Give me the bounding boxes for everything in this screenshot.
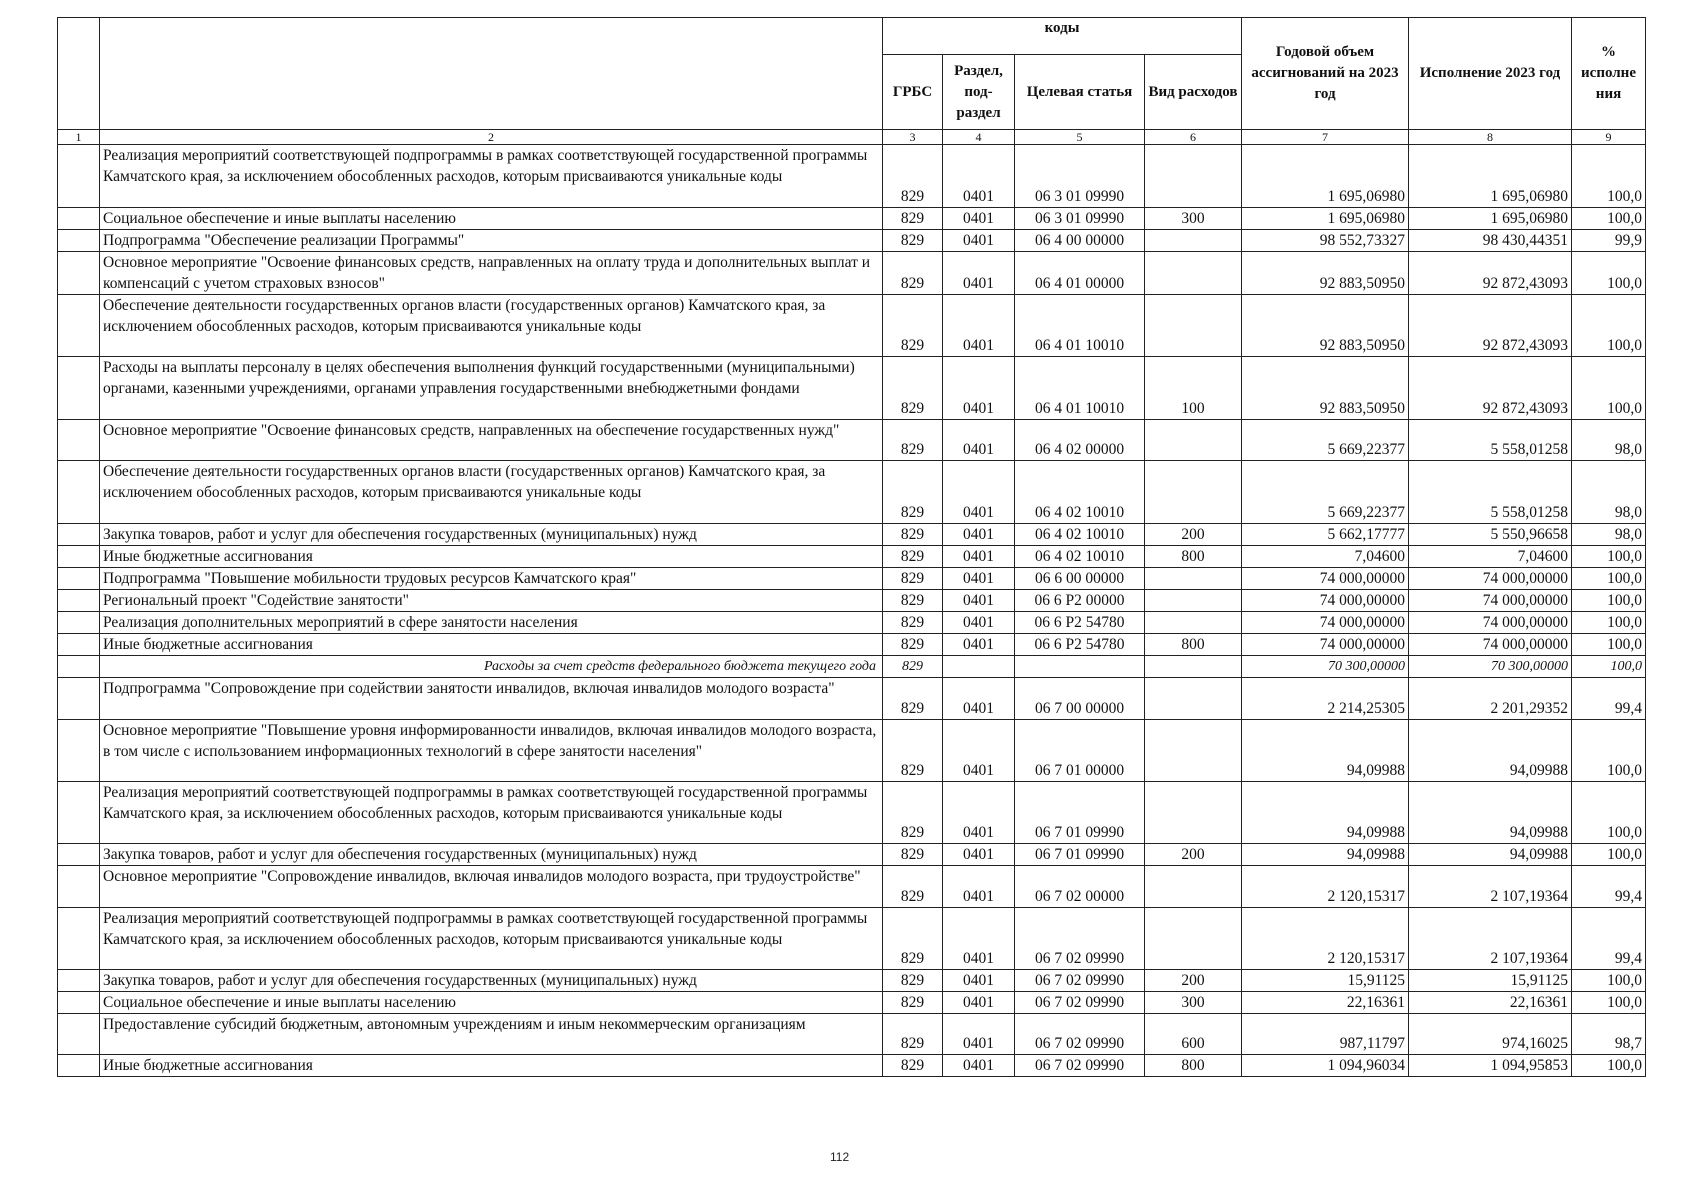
- table-row: [58, 908, 1646, 970]
- row-celevaya: 06 4 02 10010: [1015, 546, 1145, 568]
- row-procent: 98,0: [1572, 461, 1646, 524]
- row-grbs: 829: [883, 844, 943, 866]
- row-procent: 100,0: [1572, 656, 1646, 678]
- row-vid: [1145, 908, 1242, 970]
- row-procent: 100,0: [1572, 782, 1646, 844]
- table-row: [58, 208, 1646, 230]
- row-grbs: 829: [883, 524, 943, 546]
- row-razdel: 0401: [943, 546, 1015, 568]
- row-godovoy: 74 000,00000: [1242, 612, 1409, 634]
- row-razdel: 0401: [943, 612, 1015, 634]
- row-godovoy: 5 669,22377: [1242, 461, 1409, 524]
- row-empty-cell: [58, 252, 100, 295]
- row-godovoy: 987,11797: [1242, 1014, 1409, 1055]
- table-body: [58, 145, 1646, 1077]
- row-procent: 100,0: [1572, 208, 1646, 230]
- row-vid: [1145, 230, 1242, 252]
- row-empty-cell: [58, 295, 100, 357]
- row-empty-cell: [58, 546, 100, 568]
- header-row-top: [58, 18, 1646, 55]
- row-procent: 100,0: [1572, 992, 1646, 1014]
- table-row: [58, 145, 1646, 208]
- row-description: Иные бюджетные ассигнования: [100, 634, 883, 656]
- row-celevaya: 06 4 02 00000: [1015, 420, 1145, 461]
- row-celevaya: 06 4 02 10010: [1015, 461, 1145, 524]
- row-godovoy: 7,04600: [1242, 546, 1409, 568]
- row-godovoy: 74 000,00000: [1242, 634, 1409, 656]
- table-row: [58, 634, 1646, 656]
- row-procent: 100,0: [1572, 568, 1646, 590]
- row-grbs: 829: [883, 208, 943, 230]
- row-vid: 100: [1145, 357, 1242, 420]
- row-celevaya: 06 6 P2 54780: [1015, 634, 1145, 656]
- row-description: Подпрограмма "Повышение мобильности трудовых ресурсов Камчатского края": [100, 568, 883, 590]
- row-grbs: 829: [883, 420, 943, 461]
- row-procent: 100,0: [1572, 970, 1646, 992]
- row-razdel: 0401: [943, 357, 1015, 420]
- table-row: [58, 970, 1646, 992]
- row-procent: 100,0: [1572, 612, 1646, 634]
- row-grbs: 829: [883, 720, 943, 782]
- row-vid: 300: [1145, 208, 1242, 230]
- row-procent: 99,9: [1572, 230, 1646, 252]
- row-razdel: 0401: [943, 524, 1015, 546]
- row-grbs: 829: [883, 461, 943, 524]
- row-vid: [1145, 782, 1242, 844]
- row-razdel: 0401: [943, 1014, 1015, 1055]
- row-vid: [1145, 720, 1242, 782]
- row-procent: 100,0: [1572, 252, 1646, 295]
- row-grbs: 829: [883, 634, 943, 656]
- row-razdel: 0401: [943, 844, 1015, 866]
- row-grbs: 829: [883, 145, 943, 208]
- row-vid: [1145, 252, 1242, 295]
- header-empty-num: [58, 18, 100, 130]
- row-ispolnenie: 74 000,00000: [1409, 590, 1572, 612]
- row-ispolnenie: 2 107,19364: [1409, 866, 1572, 908]
- column-number: 5: [1015, 130, 1145, 145]
- row-celevaya: [1015, 656, 1145, 678]
- table-row: [58, 656, 1646, 678]
- header-razdel: Раздел, под-раздел: [943, 55, 1015, 130]
- row-grbs: 829: [883, 230, 943, 252]
- row-ispolnenie: 74 000,00000: [1409, 612, 1572, 634]
- header-codes: коды: [883, 18, 1242, 55]
- row-ispolnenie: 5 558,01258: [1409, 420, 1572, 461]
- row-razdel: 0401: [943, 1055, 1015, 1077]
- row-empty-cell: [58, 208, 100, 230]
- row-razdel: 0401: [943, 908, 1015, 970]
- row-empty-cell: [58, 524, 100, 546]
- row-godovoy: 94,09988: [1242, 782, 1409, 844]
- row-grbs: 829: [883, 866, 943, 908]
- row-vid: [1145, 145, 1242, 208]
- column-number: 7: [1242, 130, 1409, 145]
- table-row: [58, 568, 1646, 590]
- row-vid: 200: [1145, 970, 1242, 992]
- row-grbs: 829: [883, 678, 943, 720]
- row-celevaya: 06 6 P2 00000: [1015, 590, 1145, 612]
- row-ispolnenie: 2 107,19364: [1409, 908, 1572, 970]
- row-procent: 100,0: [1572, 634, 1646, 656]
- row-description: Основное мероприятие "Освоение финансовых средств, направленных на обеспечение государственных нужд": [100, 420, 883, 461]
- row-description: Реализация мероприятий соответствующей подпрограммы в рамках соответствующей государственной программы Камчатского края, за исключением обособленных расходов, которым присваиваются уникальные коды: [100, 908, 883, 970]
- row-empty-cell: [58, 357, 100, 420]
- row-empty-cell: [58, 634, 100, 656]
- row-description: Предоставление субсидий бюджетным, автономным учреждениям и иным некоммерческим организациям: [100, 1014, 883, 1055]
- row-celevaya: 06 4 02 10010: [1015, 524, 1145, 546]
- row-celevaya: 06 7 02 09990: [1015, 908, 1145, 970]
- row-razdel: 0401: [943, 866, 1015, 908]
- row-razdel: 0401: [943, 252, 1015, 295]
- row-vid: [1145, 568, 1242, 590]
- row-godovoy: 94,09988: [1242, 720, 1409, 782]
- row-celevaya: 06 7 00 00000: [1015, 678, 1145, 720]
- row-description: Обеспечение деятельности государственных органов власти (государственных органов) Камчатского края, за исключением обособленных расходов, которым присваиваются уникальные коды: [100, 295, 883, 357]
- row-grbs: 829: [883, 590, 943, 612]
- header-godovoy: Годовой объем ассигнований на 2023 год: [1242, 18, 1409, 130]
- budget-table: [57, 17, 1646, 1077]
- row-procent: 98,0: [1572, 420, 1646, 461]
- row-ispolnenie: 1 695,06980: [1409, 208, 1572, 230]
- row-grbs: 829: [883, 992, 943, 1014]
- row-celevaya: 06 7 01 00000: [1015, 720, 1145, 782]
- row-ispolnenie: 92 872,43093: [1409, 357, 1572, 420]
- row-godovoy: 98 552,73327: [1242, 230, 1409, 252]
- row-description: Закупка товаров, работ и услуг для обеспечения государственных (муниципальных) нужд: [100, 524, 883, 546]
- row-ispolnenie: 98 430,44351: [1409, 230, 1572, 252]
- table-row: [58, 1014, 1646, 1055]
- row-celevaya: 06 4 01 00000: [1015, 252, 1145, 295]
- row-razdel: 0401: [943, 992, 1015, 1014]
- column-number: 6: [1145, 130, 1242, 145]
- column-number: 1: [58, 130, 100, 145]
- table-row: [58, 866, 1646, 908]
- table-row: [58, 720, 1646, 782]
- row-godovoy: 15,91125: [1242, 970, 1409, 992]
- row-empty-cell: [58, 230, 100, 252]
- row-description: Подпрограмма "Обеспечение реализации Программы": [100, 230, 883, 252]
- row-godovoy: 92 883,50950: [1242, 252, 1409, 295]
- row-ispolnenie: 1 695,06980: [1409, 145, 1572, 208]
- row-empty-cell: [58, 970, 100, 992]
- row-procent: 99,4: [1572, 908, 1646, 970]
- row-empty-cell: [58, 420, 100, 461]
- row-razdel: 0401: [943, 590, 1015, 612]
- row-ispolnenie: 1 094,95853: [1409, 1055, 1572, 1077]
- row-godovoy: 94,09988: [1242, 844, 1409, 866]
- row-grbs: 829: [883, 656, 943, 678]
- row-godovoy: 5 669,22377: [1242, 420, 1409, 461]
- row-ispolnenie: 94,09988: [1409, 844, 1572, 866]
- row-ispolnenie: 7,04600: [1409, 546, 1572, 568]
- row-procent: 98,0: [1572, 524, 1646, 546]
- header-procent: % исполне ния: [1572, 18, 1646, 130]
- table-row: [58, 612, 1646, 634]
- row-ispolnenie: 974,16025: [1409, 1014, 1572, 1055]
- row-procent: 99,4: [1572, 866, 1646, 908]
- row-empty-cell: [58, 656, 100, 678]
- table-row: [58, 844, 1646, 866]
- row-celevaya: 06 7 02 09990: [1015, 970, 1145, 992]
- table-row: [58, 992, 1646, 1014]
- row-description: Социальное обеспечение и иные выплаты населению: [100, 992, 883, 1014]
- table-row: [58, 230, 1646, 252]
- row-description: Основное мероприятие "Сопровождение инвалидов, включая инвалидов молодого возраста, при трудоустройстве": [100, 866, 883, 908]
- row-vid: 800: [1145, 1055, 1242, 1077]
- row-ispolnenie: 94,09988: [1409, 782, 1572, 844]
- row-description: Закупка товаров, работ и услуг для обеспечения государственных (муниципальных) нужд: [100, 970, 883, 992]
- table-row: [58, 1055, 1646, 1077]
- row-vid: 200: [1145, 524, 1242, 546]
- row-grbs: 829: [883, 252, 943, 295]
- row-procent: 99,4: [1572, 678, 1646, 720]
- row-procent: 98,7: [1572, 1014, 1646, 1055]
- row-vid: [1145, 678, 1242, 720]
- row-celevaya: 06 6 00 00000: [1015, 568, 1145, 590]
- row-razdel: 0401: [943, 720, 1015, 782]
- row-procent: 100,0: [1572, 590, 1646, 612]
- row-ispolnenie: 92 872,43093: [1409, 252, 1572, 295]
- row-celevaya: 06 6 P2 54780: [1015, 612, 1145, 634]
- row-empty-cell: [58, 992, 100, 1014]
- table-row: [58, 252, 1646, 295]
- row-vid: [1145, 420, 1242, 461]
- row-grbs: 829: [883, 357, 943, 420]
- row-razdel: 0401: [943, 782, 1015, 844]
- row-godovoy: 1 094,96034: [1242, 1055, 1409, 1077]
- table-row: [58, 461, 1646, 524]
- row-razdel: 0401: [943, 634, 1015, 656]
- row-razdel: 0401: [943, 230, 1015, 252]
- row-procent: 100,0: [1572, 720, 1646, 782]
- row-description: Основное мероприятие "Освоение финансовых средств, направленных на оплату труда и дополнительных выплат и компенсаций с учетом страховых взносов": [100, 252, 883, 295]
- row-procent: 100,0: [1572, 844, 1646, 866]
- row-celevaya: 06 4 00 00000: [1015, 230, 1145, 252]
- row-celevaya: 06 7 01 09990: [1015, 844, 1145, 866]
- budget-sheet: [57, 17, 1646, 1077]
- table-row: [58, 678, 1646, 720]
- row-godovoy: 70 300,00000: [1242, 656, 1409, 678]
- row-celevaya: 06 3 01 09990: [1015, 145, 1145, 208]
- row-vid: [1145, 295, 1242, 357]
- row-ispolnenie: 74 000,00000: [1409, 634, 1572, 656]
- row-vid: [1145, 656, 1242, 678]
- row-grbs: 829: [883, 568, 943, 590]
- header-vid: Вид расходов: [1145, 55, 1242, 130]
- row-vid: [1145, 461, 1242, 524]
- row-grbs: 829: [883, 546, 943, 568]
- row-godovoy: 5 662,17777: [1242, 524, 1409, 546]
- table-row: [58, 295, 1646, 357]
- row-empty-cell: [58, 908, 100, 970]
- row-description: Обеспечение деятельности государственных органов власти (государственных органов) Камчатского края, за исключением обособленных расходов, которым присваиваются уникальные коды: [100, 461, 883, 524]
- column-number: 2: [100, 130, 883, 145]
- row-vid: 800: [1145, 546, 1242, 568]
- row-description: Реализация дополнительных мероприятий в сфере занятости населения: [100, 612, 883, 634]
- column-number: 4: [943, 130, 1015, 145]
- row-procent: 100,0: [1572, 546, 1646, 568]
- table-row: [58, 590, 1646, 612]
- row-razdel: 0401: [943, 295, 1015, 357]
- row-vid: [1145, 612, 1242, 634]
- row-description: Расходы за счет средств федерального бюджета текущего года: [100, 656, 883, 678]
- row-celevaya: 06 4 01 10010: [1015, 357, 1145, 420]
- row-empty-cell: [58, 461, 100, 524]
- row-vid: 300: [1145, 992, 1242, 1014]
- row-ispolnenie: 2 201,29352: [1409, 678, 1572, 720]
- header-celevaya: Целевая статья: [1015, 55, 1145, 130]
- row-godovoy: 92 883,50950: [1242, 357, 1409, 420]
- row-empty-cell: [58, 678, 100, 720]
- row-vid: [1145, 590, 1242, 612]
- table-row: [58, 546, 1646, 568]
- row-razdel: 0401: [943, 568, 1015, 590]
- header-empty-desc: [100, 18, 883, 130]
- row-empty-cell: [58, 612, 100, 634]
- row-description: Реализация мероприятий соответствующей подпрограммы в рамках соответствующей государственной программы Камчатского края, за исключением обособленных расходов, которым присваиваются уникальные коды: [100, 145, 883, 208]
- page-number: 112: [830, 1150, 850, 1164]
- row-description: Иные бюджетные ассигнования: [100, 546, 883, 568]
- row-vid: [1145, 866, 1242, 908]
- row-vid: 200: [1145, 844, 1242, 866]
- table-row: [58, 357, 1646, 420]
- row-description: Региональный проект "Содействие занятости": [100, 590, 883, 612]
- row-description: Социальное обеспечение и иные выплаты населению: [100, 208, 883, 230]
- row-description: Расходы на выплаты персоналу в целях обеспечения выполнения функций государственными (муниципальными) органами, казенными учреждениями, органами управления государственными внебюджетными фондами: [100, 357, 883, 420]
- header-grbs: ГРБС: [883, 55, 943, 130]
- row-godovoy: 2 120,15317: [1242, 908, 1409, 970]
- row-ispolnenie: 74 000,00000: [1409, 568, 1572, 590]
- row-ispolnenie: 5 550,96658: [1409, 524, 1572, 546]
- row-ispolnenie: 15,91125: [1409, 970, 1572, 992]
- row-vid: 800: [1145, 634, 1242, 656]
- row-empty-cell: [58, 720, 100, 782]
- row-godovoy: 22,16361: [1242, 992, 1409, 1014]
- row-description: Закупка товаров, работ и услуг для обеспечения государственных (муниципальных) нужд: [100, 844, 883, 866]
- row-procent: 100,0: [1572, 145, 1646, 208]
- row-procent: 100,0: [1572, 357, 1646, 420]
- row-godovoy: 92 883,50950: [1242, 295, 1409, 357]
- row-vid: 600: [1145, 1014, 1242, 1055]
- row-celevaya: 06 3 01 09990: [1015, 208, 1145, 230]
- row-empty-cell: [58, 782, 100, 844]
- row-ispolnenie: 94,09988: [1409, 720, 1572, 782]
- row-ispolnenie: 5 558,01258: [1409, 461, 1572, 524]
- row-celevaya: 06 4 01 10010: [1015, 295, 1145, 357]
- row-godovoy: 2 214,25305: [1242, 678, 1409, 720]
- column-number: 8: [1409, 130, 1572, 145]
- row-celevaya: 06 7 02 09990: [1015, 992, 1145, 1014]
- row-procent: 100,0: [1572, 1055, 1646, 1077]
- row-godovoy: 1 695,06980: [1242, 145, 1409, 208]
- row-description: Подпрограмма "Сопровождение при содействии занятости инвалидов, включая инвалидов молодого возраста": [100, 678, 883, 720]
- row-razdel: 0401: [943, 208, 1015, 230]
- row-godovoy: 74 000,00000: [1242, 590, 1409, 612]
- row-razdel: 0401: [943, 145, 1015, 208]
- table-row: [58, 782, 1646, 844]
- table-row: [58, 524, 1646, 546]
- row-razdel: 0401: [943, 970, 1015, 992]
- row-razdel: 0401: [943, 461, 1015, 524]
- row-empty-cell: [58, 844, 100, 866]
- row-ispolnenie: 92 872,43093: [1409, 295, 1572, 357]
- row-description: Иные бюджетные ассигнования: [100, 1055, 883, 1077]
- row-celevaya: 06 7 02 09990: [1015, 1055, 1145, 1077]
- row-grbs: 829: [883, 782, 943, 844]
- row-empty-cell: [58, 1055, 100, 1077]
- row-godovoy: 1 695,06980: [1242, 208, 1409, 230]
- row-razdel: [943, 656, 1015, 678]
- column-number: 9: [1572, 130, 1646, 145]
- row-razdel: 0401: [943, 420, 1015, 461]
- row-ispolnenie: 22,16361: [1409, 992, 1572, 1014]
- row-description: Реализация мероприятий соответствующей подпрограммы в рамках соответствующей государственной программы Камчатского края, за исключением обособленных расходов, которым присваиваются уникальные коды: [100, 782, 883, 844]
- row-grbs: 829: [883, 970, 943, 992]
- row-celevaya: 06 7 01 09990: [1015, 782, 1145, 844]
- row-razdel: 0401: [943, 678, 1015, 720]
- row-celevaya: 06 7 02 09990: [1015, 1014, 1145, 1055]
- row-ispolnenie: 70 300,00000: [1409, 656, 1572, 678]
- row-godovoy: 2 120,15317: [1242, 866, 1409, 908]
- row-procent: 100,0: [1572, 295, 1646, 357]
- header-ispolnenie: Исполнение 2023 год: [1409, 18, 1572, 130]
- column-number-row: [58, 130, 1646, 145]
- row-empty-cell: [58, 866, 100, 908]
- row-grbs: 829: [883, 1014, 943, 1055]
- row-grbs: 829: [883, 908, 943, 970]
- row-grbs: 829: [883, 612, 943, 634]
- row-empty-cell: [58, 590, 100, 612]
- row-grbs: 829: [883, 295, 943, 357]
- row-empty-cell: [58, 1014, 100, 1055]
- column-number: 3: [883, 130, 943, 145]
- row-grbs: 829: [883, 1055, 943, 1077]
- row-celevaya: 06 7 02 00000: [1015, 866, 1145, 908]
- row-description: Основное мероприятие "Повышение уровня информированности инвалидов, включая инвалидов молодого возраста, в том числе с использованием информационных технологий в сфере занятости населения": [100, 720, 883, 782]
- row-empty-cell: [58, 568, 100, 590]
- row-empty-cell: [58, 145, 100, 208]
- row-godovoy: 74 000,00000: [1242, 568, 1409, 590]
- table-row: [58, 420, 1646, 461]
